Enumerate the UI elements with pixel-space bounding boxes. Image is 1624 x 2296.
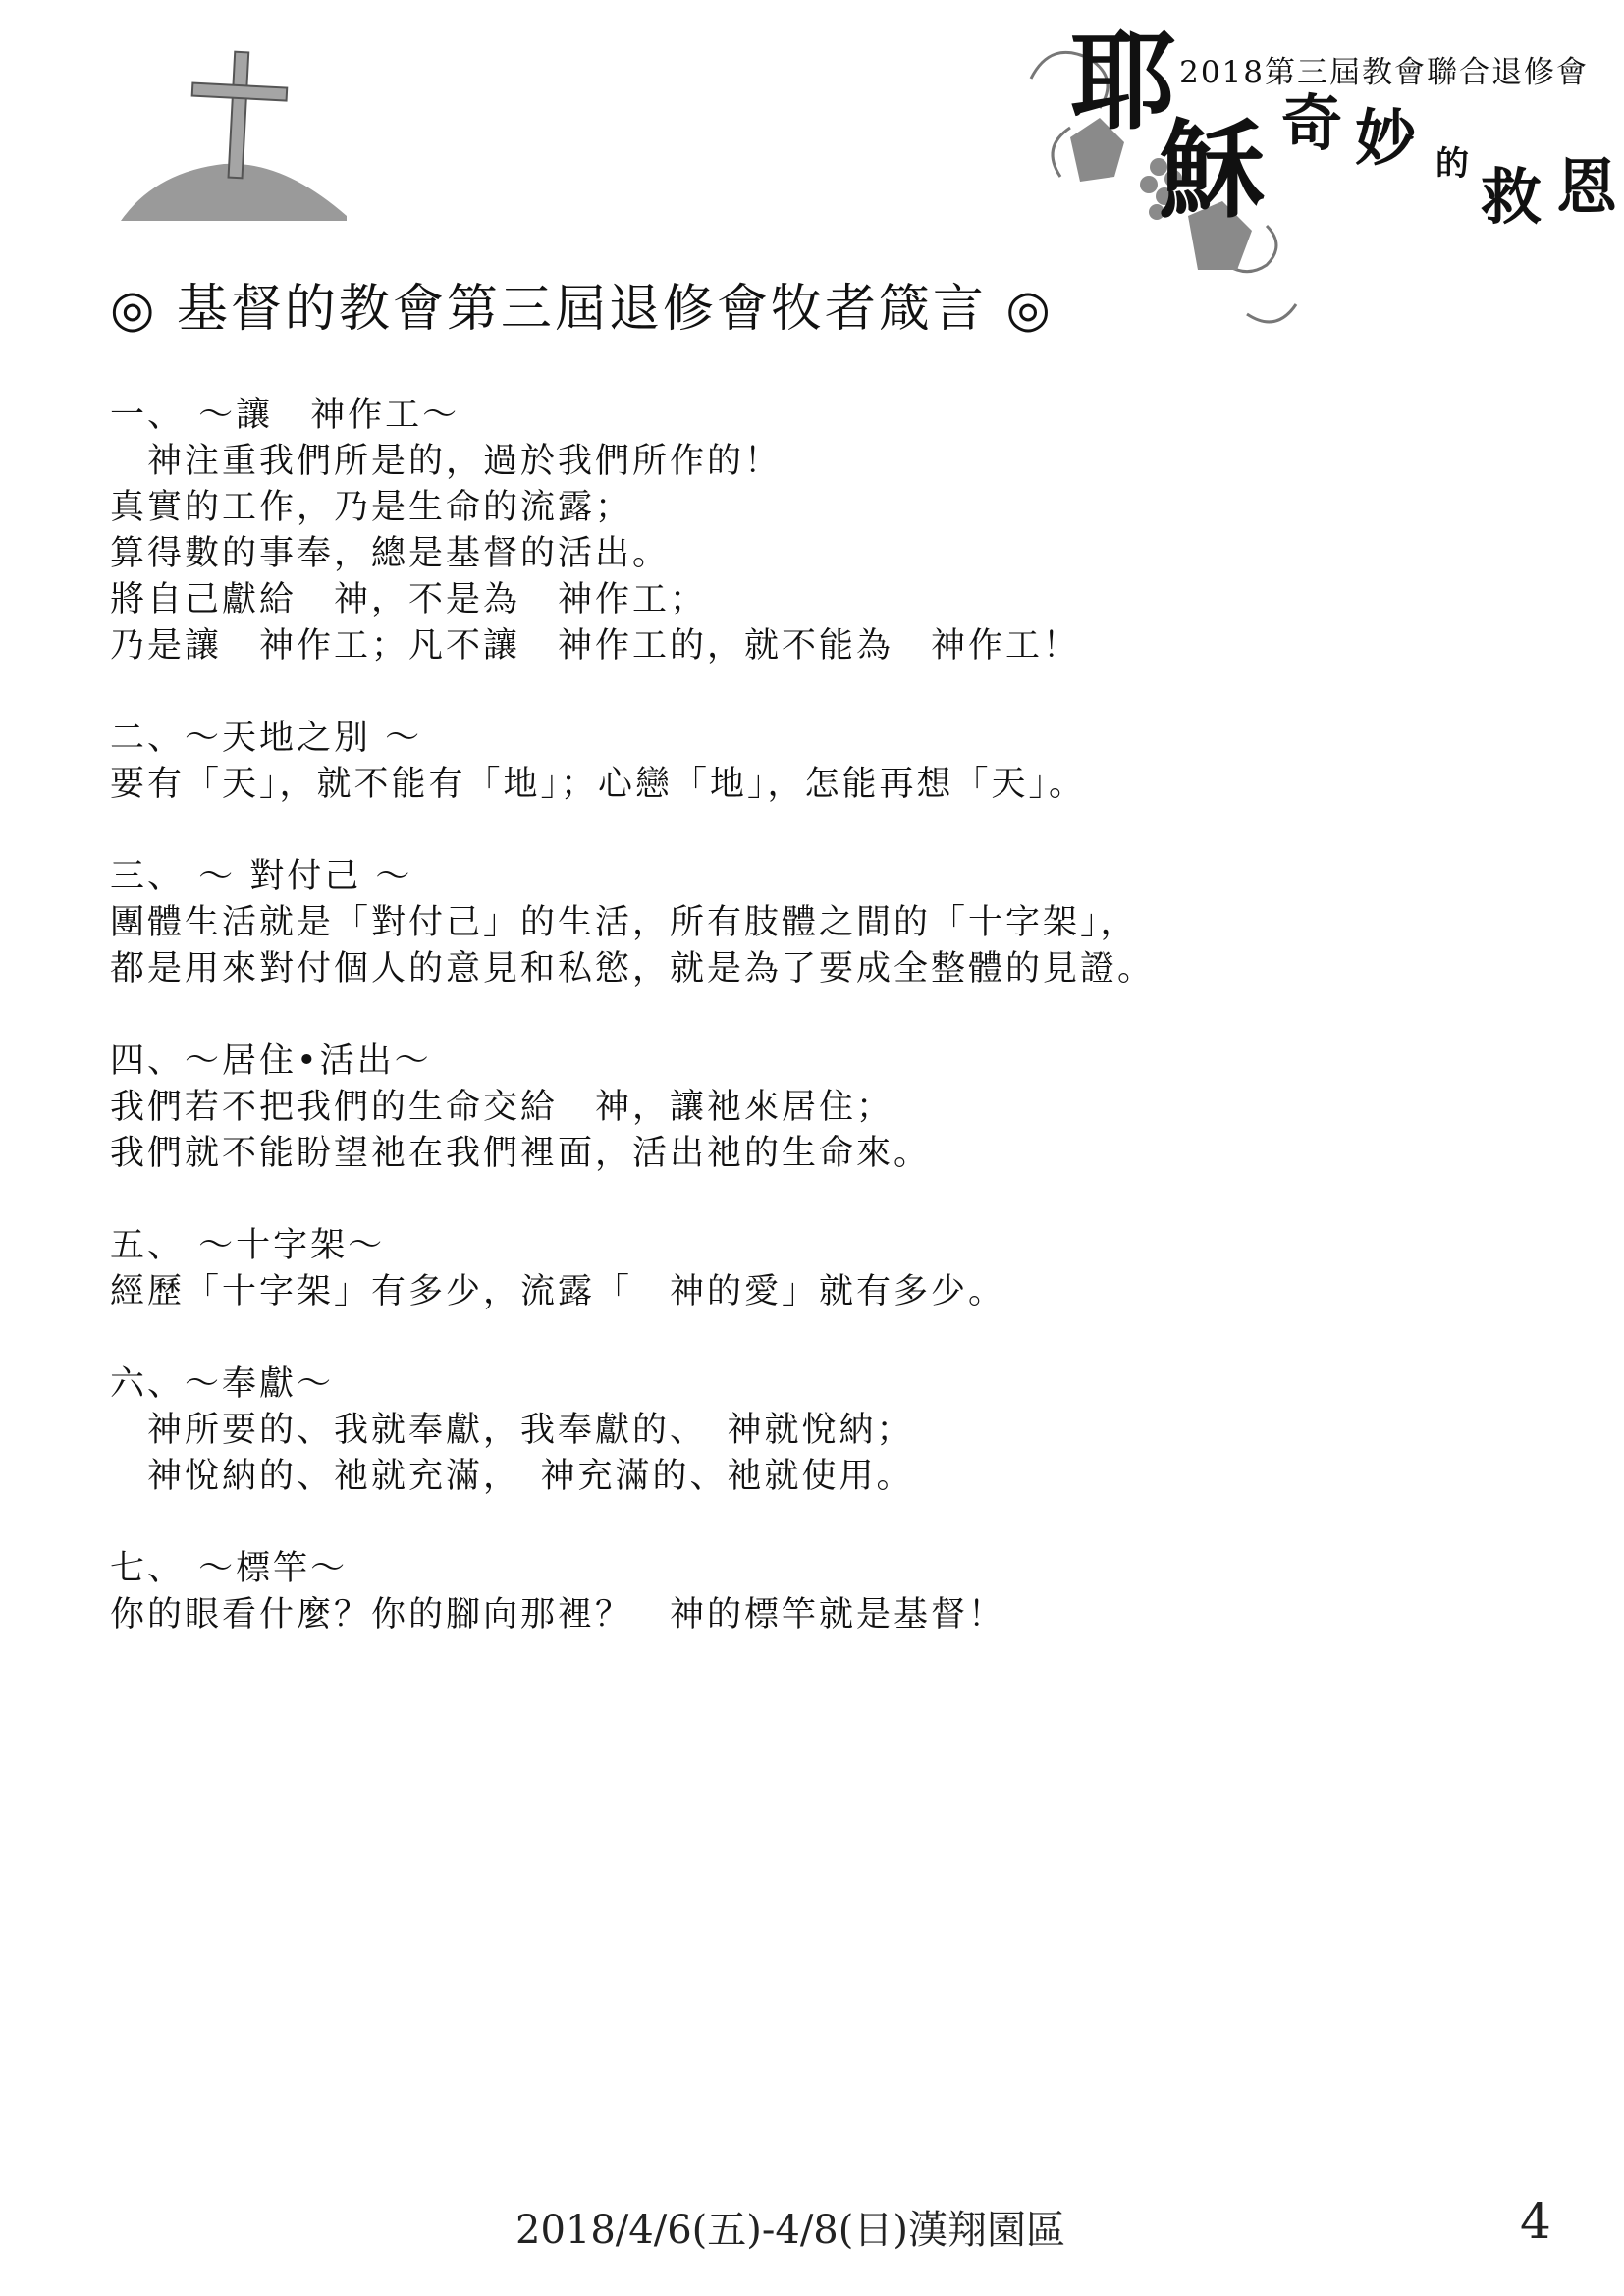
section-heading: 六、～奉獻～ [110, 1364, 335, 1404]
banner-char: 的 [1435, 144, 1469, 184]
saying-line: 經歷「十字架」有多少，流露「 神的愛」就有多少。 [110, 1272, 1006, 1311]
saying-line: 我們若不把我們的生命交給 神，讓祂來居住； [110, 1088, 894, 1127]
page-title: ◎ 基督的教會第三屆退修會牧者箴言 ◎ [110, 280, 1054, 339]
saying-line: 要有「天」，就不能有「地」；心戀「地」，怎能再想「天」。 [110, 765, 1087, 804]
header-banner [1011, 20, 1618, 344]
section-heading: 五、 ～十字架～ [110, 1226, 386, 1265]
banner-char: 奇 [1281, 87, 1343, 159]
saying-line: 將自己獻給 神，不是為 神作工； [110, 580, 708, 619]
saying-line: 我們就不能盼望祂在我們裡面，活出祂的生命來。 [110, 1134, 932, 1173]
section-heading: 三、 ～ 對付己 ～ [110, 857, 413, 896]
sayings-content [110, 393, 1504, 1684]
saying-line: 神悅納的、祂就充滿， 神充滿的、祂就使用。 [110, 1457, 914, 1496]
saying-line: 真實的工作，乃是生命的流露； [110, 488, 633, 527]
saying-line: 算得數的事奉，總是基督的活出。 [110, 534, 671, 573]
page-number: 4 [1520, 2193, 1551, 2250]
saying-section [110, 1039, 1504, 1177]
saying-line: 都是用來對付個人的意見和私慾，就是為了要成全整體的見證。 [110, 949, 1156, 988]
saying-section [110, 716, 1504, 808]
saying-line: 團體生活就是「對付己」的生活，所有肢體之間的「十字架」， [110, 903, 1138, 942]
saying-line: 乃是讓 神作工；凡不讓 神作工的，就不能為 神作工！ [110, 626, 1081, 666]
banner-char: 恩 [1556, 151, 1618, 223]
saying-section [110, 1223, 1504, 1315]
saying-section [110, 854, 1504, 992]
saying-line: 神注重我們所是的，過於我們所作的！ [110, 442, 783, 481]
section-heading: 四、～居住•活出～ [110, 1041, 432, 1081]
event-name: 2018第三屆教會聯合退修會 [1179, 55, 1589, 90]
banner-char: 耶 [1070, 21, 1177, 144]
saying-section [110, 1546, 1504, 1638]
banner-char: 穌 [1159, 109, 1266, 233]
section-heading: 一、 ～讓 神作工～ [110, 396, 460, 435]
cross-on-hill-icon [116, 44, 352, 226]
banner-char: 妙 [1355, 102, 1417, 174]
footer-date-location: 2018/4/6(五)-4/8(日)漢翔園區 [515, 2208, 1065, 2253]
saying-section [110, 1362, 1504, 1500]
saying-section [110, 393, 1504, 669]
saying-line: 你的眼看什麼？你的腳向那裡？ 神的標竿就是基督！ [110, 1595, 1006, 1634]
section-heading: 二、～天地之別 ～ [110, 719, 423, 758]
saying-line: 神所要的、我就奉獻，我奉獻的、 神就悅納； [110, 1411, 914, 1450]
banner-char: 救 [1481, 161, 1543, 233]
section-heading: 七、 ～標竿～ [110, 1549, 349, 1588]
